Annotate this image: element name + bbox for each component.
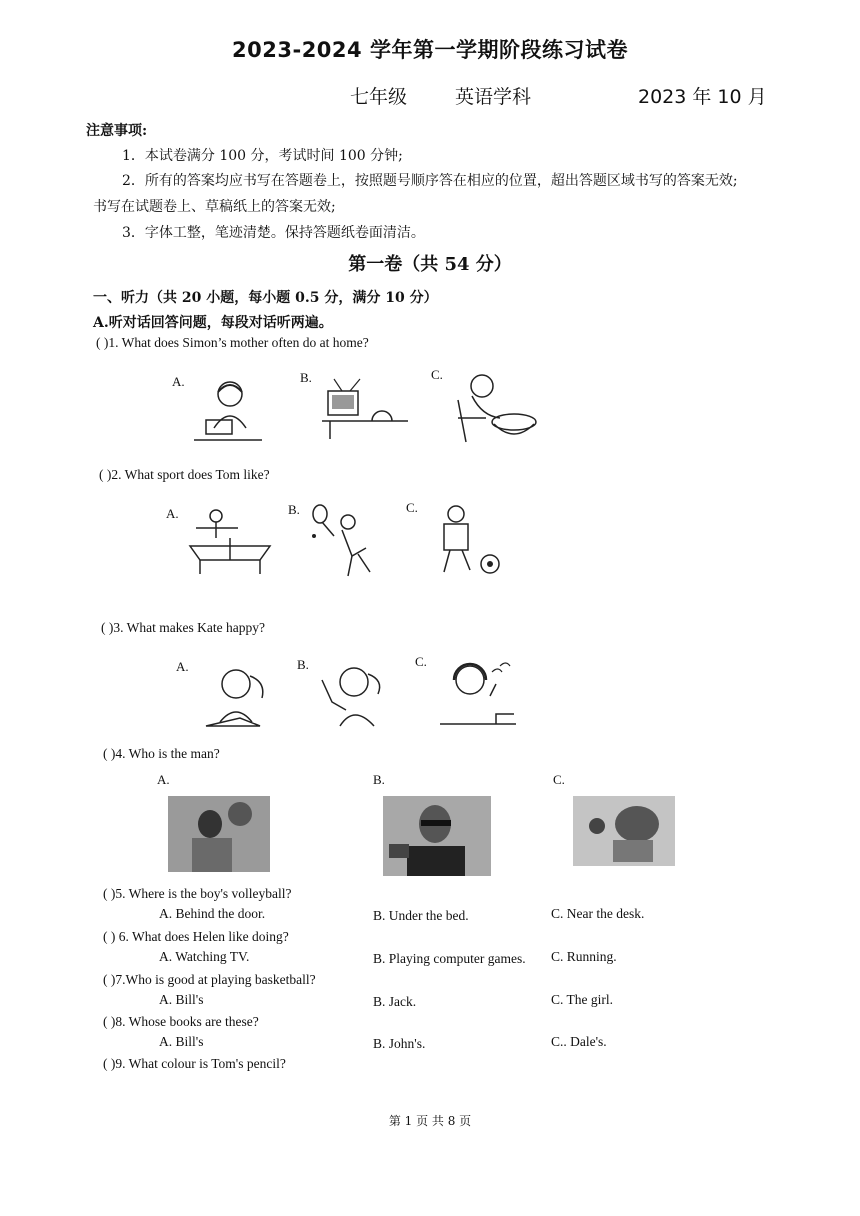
option-c: C. Near the desk. [551, 906, 645, 921]
question-1 [96, 335, 369, 351]
question-8 [103, 1014, 259, 1030]
question-9 [103, 1056, 286, 1072]
question-text: 4. Who is the man? [115, 746, 220, 761]
question-2 [99, 467, 270, 483]
question-5 [103, 886, 292, 902]
option-label: A. [172, 374, 185, 389]
notice-item: 2．所有的答案均应书写在答题卷上，按照题号顺序答在相应的位置，超出答题区域书写的答案无效; [122, 173, 738, 189]
girl-with-headphones-illustration [436, 656, 520, 732]
grade-label: 七年级 [350, 86, 408, 108]
option-b: B. Playing computer games. [373, 951, 526, 966]
woman-washing-illustration [452, 370, 542, 446]
question-text: 5. Where is the boy's volleyball? [115, 886, 292, 901]
question-text: 3. What makes Kate happy? [113, 620, 265, 635]
answer-bracket[interactable]: ( ) [103, 1014, 116, 1029]
answer-bracket[interactable]: ( ) [99, 467, 112, 482]
girl-waving-illustration [318, 662, 388, 730]
exam-date: 2023 年 10 月 [638, 86, 767, 108]
option-b: B. John's. [373, 1036, 426, 1051]
option-a: A. Bill's [159, 1034, 204, 1049]
basketball-player-photo [168, 796, 270, 872]
option-b: B. Jack. [373, 994, 417, 1009]
notice-heading: 注意事项: [86, 123, 148, 139]
tennis-player-illustration [308, 502, 380, 580]
option-label: A. [176, 659, 189, 674]
girl-reading-illustration [200, 664, 276, 730]
option-c: C. Running. [551, 949, 617, 964]
answer-bracket[interactable]: ( ) [101, 620, 114, 635]
question-7 [103, 972, 316, 988]
option-label: C. [431, 367, 443, 382]
man-with-glasses-photo [383, 796, 491, 876]
question-text: 7.Who is good at playing basketball? [115, 972, 316, 987]
part-heading: 一、听力（共 20 小题，每小题 0.5 分，满分 10 分） [93, 290, 438, 306]
reading-woman-illustration [192, 378, 264, 446]
subject-label: 英语学科 [455, 86, 532, 108]
notice-item: 1．本试卷满分 100 分，考试时间 100 分钟; [122, 148, 403, 164]
option-label: B. [288, 502, 300, 517]
answer-bracket[interactable]: ( ) [103, 886, 116, 901]
subpart-heading: A.听对话回答问题，每段对话听两遍。 [93, 315, 333, 331]
question-text: 2. What sport does Tom like? [111, 467, 270, 482]
option-label: C. [553, 772, 565, 787]
notice-item: 3．字体工整，笔迹清楚。保持答题纸卷面清洁。 [122, 225, 425, 241]
goalkeeper-photo [573, 796, 675, 866]
option-b: B. Under the bed. [373, 908, 469, 923]
option-a: A. Watching TV. [159, 949, 250, 964]
option-label: A. [166, 506, 179, 521]
answer-bracket[interactable]: ( ) [103, 1056, 116, 1071]
question-text: 1. What does Simon’s mother often do at home? [108, 335, 369, 350]
option-label: B. [373, 772, 385, 787]
tv-set-illustration [320, 377, 412, 443]
question-6 [103, 929, 289, 945]
answer-bracket[interactable]: ( ) [103, 746, 116, 761]
answer-bracket[interactable]: ( ) [103, 972, 116, 987]
question-3 [101, 620, 265, 636]
option-label: C. [415, 654, 427, 669]
question-text: 8. Whose books are these? [115, 1014, 259, 1029]
answer-bracket[interactable]: ( ) [103, 929, 116, 944]
option-a: A. Behind the door. [159, 906, 266, 921]
page-number: 第 1 页 共 8 页 [388, 1114, 472, 1128]
ping-pong-illustration [186, 508, 274, 578]
option-a: A. Bill's [159, 992, 204, 1007]
answer-bracket[interactable]: ( ) [96, 335, 109, 350]
notice-item: 书写在试题卷上、草稿纸上的答案无效; [93, 199, 336, 215]
section-title: 第一卷（共 54 分） [348, 254, 512, 275]
option-label: C. [406, 500, 418, 515]
option-label: B. [300, 370, 312, 385]
option-label: A. [157, 772, 170, 787]
exam-title: 2023-2024 学年第一学期阶段练习试卷 [232, 38, 628, 62]
option-c: C.. Dale's. [551, 1034, 607, 1049]
option-label: B. [297, 657, 309, 672]
question-4 [103, 746, 220, 762]
option-c: C. The girl. [551, 992, 613, 1007]
question-text: 6. What does Helen like doing? [115, 929, 289, 944]
question-text: 9. What colour is Tom's pencil? [115, 1056, 286, 1071]
soccer-player-illustration [424, 504, 504, 578]
